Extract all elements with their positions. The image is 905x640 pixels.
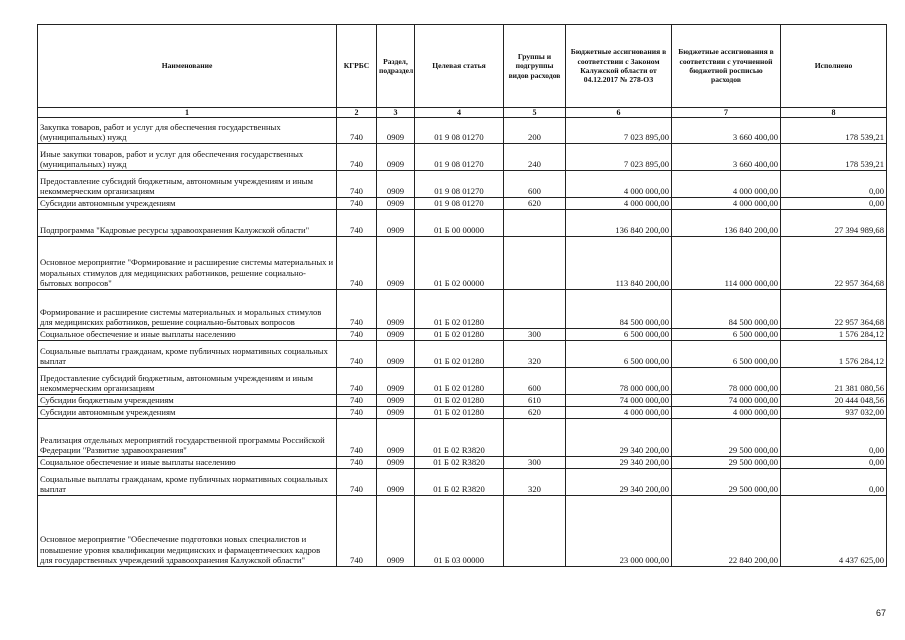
row-budget-refined: 4 000 000,00 — [672, 171, 781, 198]
row-kgrbs: 740 — [337, 457, 377, 469]
row-name: Закупка товаров, работ и услуг для обеспечения государственных (муниципальных) нужд — [38, 118, 337, 144]
row-target: 01 Б 02 00000 — [415, 237, 504, 290]
row-kgrbs: 740 — [337, 118, 377, 144]
row-section: 0909 — [377, 171, 415, 198]
row-kgrbs: 740 — [337, 395, 377, 407]
table-row — [38, 329, 887, 341]
row-name: Основное мероприятие "Формирование и расширение системы материальных и моральных стимулов для медицинских работников, решение социально-бытовых вопросов" — [38, 237, 337, 290]
header-budget-law: Бюджетные ассигнования в соответствии с Законом Калужской области от 04.12.2017 № 278-ОЗ — [566, 25, 672, 108]
row-target: 01 Б 00 00000 — [415, 210, 504, 237]
table-row — [38, 395, 887, 407]
row-kgrbs: 740 — [337, 419, 377, 457]
row-section: 0909 — [377, 237, 415, 290]
row-name: Субсидии бюджетным учреждениям — [38, 395, 337, 407]
header-kgrbs: КГРБС — [337, 25, 377, 108]
row-group — [504, 290, 566, 329]
row-group — [504, 419, 566, 457]
row-kgrbs: 740 — [337, 341, 377, 368]
row-section: 0909 — [377, 407, 415, 419]
row-section: 0909 — [377, 341, 415, 368]
header-executed: Исполнено — [781, 25, 887, 108]
row-budget-law: 6 500 000,00 — [566, 341, 672, 368]
row-kgrbs: 740 — [337, 171, 377, 198]
row-target: 01 Б 02 R3820 — [415, 469, 504, 496]
row-kgrbs: 740 — [337, 290, 377, 329]
row-executed: 21 381 080,56 — [781, 368, 887, 395]
row-group — [504, 496, 566, 567]
row-group: 610 — [504, 395, 566, 407]
row-name: Субсидии автономным учреждениям — [38, 407, 337, 419]
row-kgrbs: 740 — [337, 469, 377, 496]
row-budget-refined: 114 000 000,00 — [672, 237, 781, 290]
column-number: 5 — [504, 108, 566, 118]
row-group: 300 — [504, 329, 566, 341]
row-executed: 0,00 — [781, 469, 887, 496]
row-section: 0909 — [377, 395, 415, 407]
row-budget-law: 4 000 000,00 — [566, 171, 672, 198]
row-section: 0909 — [377, 368, 415, 395]
column-number: 3 — [377, 108, 415, 118]
column-number-row — [38, 108, 887, 118]
row-budget-law: 4 000 000,00 — [566, 198, 672, 210]
header-section: Раздел, подраздел — [377, 25, 415, 108]
row-executed: 22 957 364,68 — [781, 290, 887, 329]
row-kgrbs: 740 — [337, 368, 377, 395]
row-name: Иные закупки товаров, работ и услуг для обеспечения государственных (муниципальных) нужд — [38, 144, 337, 171]
row-budget-law: 29 340 200,00 — [566, 419, 672, 457]
row-target: 01 Б 02 01280 — [415, 368, 504, 395]
row-budget-refined: 29 500 000,00 — [672, 469, 781, 496]
row-budget-law: 78 000 000,00 — [566, 368, 672, 395]
table-row — [38, 171, 887, 198]
row-budget-refined: 136 840 200,00 — [672, 210, 781, 237]
row-group: 600 — [504, 368, 566, 395]
row-executed: 0,00 — [781, 457, 887, 469]
row-name: Социальное обеспечение и иные выплаты населению — [38, 329, 337, 341]
row-name: Подпрограмма "Кадровые ресурсы здравоохранения Калужской области" — [38, 210, 337, 237]
header-budget-refined: Бюджетные ассигнования в соответствии с уточненной бюджетной росписью расходов — [672, 25, 781, 108]
row-target: 01 9 08 01270 — [415, 171, 504, 198]
row-executed: 937 032,00 — [781, 407, 887, 419]
row-target: 01 9 08 01270 — [415, 118, 504, 144]
row-section: 0909 — [377, 469, 415, 496]
row-target: 01 Б 02 01280 — [415, 407, 504, 419]
row-budget-refined: 22 840 200,00 — [672, 496, 781, 567]
table-row — [38, 407, 887, 419]
row-kgrbs: 740 — [337, 198, 377, 210]
header-row — [38, 25, 887, 108]
row-name: Субсидии автономным учреждениям — [38, 198, 337, 210]
row-executed: 4 437 625,00 — [781, 496, 887, 567]
table-row — [38, 457, 887, 469]
row-target: 01 Б 03 00000 — [415, 496, 504, 567]
row-target: 01 9 08 01270 — [415, 198, 504, 210]
row-name: Социальные выплаты гражданам, кроме публичных нормативных социальных выплат — [38, 469, 337, 496]
row-target: 01 Б 02 01280 — [415, 290, 504, 329]
row-name: Социальные выплаты гражданам, кроме публичных нормативных социальных выплат — [38, 341, 337, 368]
row-executed: 22 957 364,68 — [781, 237, 887, 290]
row-target: 01 Б 02 01280 — [415, 395, 504, 407]
row-executed: 178 539,21 — [781, 144, 887, 171]
column-number: 7 — [672, 108, 781, 118]
header-target: Целевая статья — [415, 25, 504, 108]
row-name: Реализация отдельных мероприятий государственной программы Российской Федерации "Развитие здравоохранения" — [38, 419, 337, 457]
row-name: Основное мероприятие "Обеспечение подготовки новых специалистов и повышение уровня квалификации медицинских и фармацевтических кадров для государственных учреждений здравоохранения Калужской области" — [38, 496, 337, 567]
row-section: 0909 — [377, 329, 415, 341]
table-row — [38, 198, 887, 210]
row-executed: 0,00 — [781, 419, 887, 457]
row-budget-law: 7 023 895,00 — [566, 118, 672, 144]
row-group: 320 — [504, 469, 566, 496]
row-group: 240 — [504, 144, 566, 171]
row-budget-law: 6 500 000,00 — [566, 329, 672, 341]
row-group: 620 — [504, 198, 566, 210]
table-row — [38, 210, 887, 237]
row-group — [504, 210, 566, 237]
column-number: 1 — [38, 108, 337, 118]
table-row — [38, 368, 887, 395]
page-number: 67 — [875, 608, 886, 618]
table-row — [38, 290, 887, 329]
row-group: 300 — [504, 457, 566, 469]
row-name: Формирование и расширение системы материальных и моральных стимулов для медицинских работников, решение социально-бытовых вопросов — [38, 290, 337, 329]
row-group: 320 — [504, 341, 566, 368]
row-budget-law: 84 500 000,00 — [566, 290, 672, 329]
row-executed: 20 444 048,56 — [781, 395, 887, 407]
header-groups: Группы и подгруппы видов расходов — [504, 25, 566, 108]
row-budget-law: 23 000 000,00 — [566, 496, 672, 567]
column-number: 4 — [415, 108, 504, 118]
row-section: 0909 — [377, 457, 415, 469]
row-target: 01 9 08 01270 — [415, 144, 504, 171]
row-budget-refined: 29 500 000,00 — [672, 419, 781, 457]
row-budget-law: 4 000 000,00 — [566, 407, 672, 419]
budget-table — [37, 24, 887, 567]
row-section: 0909 — [377, 496, 415, 567]
row-executed: 0,00 — [781, 171, 887, 198]
table-row — [38, 237, 887, 290]
row-section: 0909 — [377, 144, 415, 171]
row-budget-law: 29 340 200,00 — [566, 457, 672, 469]
row-budget-law: 7 023 895,00 — [566, 144, 672, 171]
row-budget-refined: 78 000 000,00 — [672, 368, 781, 395]
row-name: Предоставление субсидий бюджетным, автономным учреждениям и иным некоммерческим организациям — [38, 171, 337, 198]
column-number: 8 — [781, 108, 887, 118]
row-budget-refined: 4 000 000,00 — [672, 198, 781, 210]
row-section: 0909 — [377, 419, 415, 457]
row-budget-refined: 3 660 400,00 — [672, 118, 781, 144]
row-group: 600 — [504, 171, 566, 198]
row-budget-refined: 74 000 000,00 — [672, 395, 781, 407]
column-number: 6 — [566, 108, 672, 118]
row-kgrbs: 740 — [337, 496, 377, 567]
row-section: 0909 — [377, 210, 415, 237]
row-budget-refined: 6 500 000,00 — [672, 341, 781, 368]
row-kgrbs: 740 — [337, 210, 377, 237]
row-kgrbs: 740 — [337, 144, 377, 171]
row-section: 0909 — [377, 118, 415, 144]
row-name: Социальное обеспечение и иные выплаты населению — [38, 457, 337, 469]
row-budget-refined: 4 000 000,00 — [672, 407, 781, 419]
row-budget-refined: 29 500 000,00 — [672, 457, 781, 469]
row-budget-law: 29 340 200,00 — [566, 469, 672, 496]
row-budget-refined: 6 500 000,00 — [672, 329, 781, 341]
row-budget-law: 74 000 000,00 — [566, 395, 672, 407]
row-target: 01 Б 02 01280 — [415, 341, 504, 368]
row-executed: 178 539,21 — [781, 118, 887, 144]
table-row — [38, 118, 887, 144]
table-row — [38, 496, 887, 567]
row-kgrbs: 740 — [337, 329, 377, 341]
row-executed: 0,00 — [781, 198, 887, 210]
row-budget-refined: 3 660 400,00 — [672, 144, 781, 171]
row-budget-law: 113 840 200,00 — [566, 237, 672, 290]
row-target: 01 Б 02 01280 — [415, 329, 504, 341]
row-executed: 27 394 989,68 — [781, 210, 887, 237]
column-number: 2 — [337, 108, 377, 118]
table-row — [38, 341, 887, 368]
row-group: 620 — [504, 407, 566, 419]
row-section: 0909 — [377, 290, 415, 329]
table-row — [38, 419, 887, 457]
row-executed: 1 576 284,12 — [781, 329, 887, 341]
row-target: 01 Б 02 R3820 — [415, 419, 504, 457]
row-group — [504, 237, 566, 290]
row-kgrbs: 740 — [337, 407, 377, 419]
table-row — [38, 144, 887, 171]
header-name: Наименование — [38, 25, 337, 108]
row-kgrbs: 740 — [337, 237, 377, 290]
row-executed: 1 576 284,12 — [781, 341, 887, 368]
row-budget-refined: 84 500 000,00 — [672, 290, 781, 329]
row-section: 0909 — [377, 198, 415, 210]
row-target: 01 Б 02 R3820 — [415, 457, 504, 469]
row-budget-law: 136 840 200,00 — [566, 210, 672, 237]
row-name: Предоставление субсидий бюджетным, автономным учреждениям и иным некоммерческим организациям — [38, 368, 337, 395]
table-row — [38, 469, 887, 496]
row-group: 200 — [504, 118, 566, 144]
